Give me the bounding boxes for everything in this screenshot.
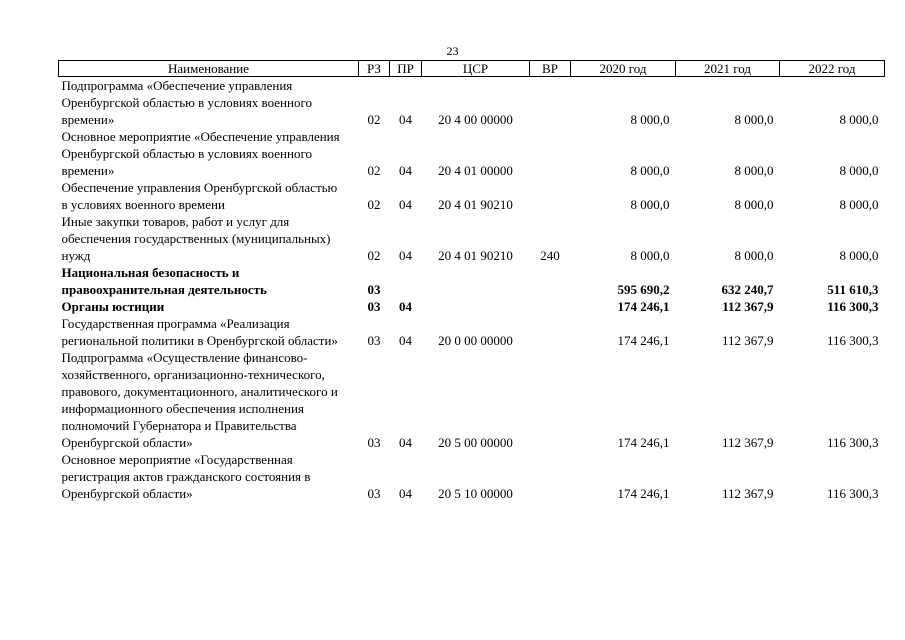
cell-vr xyxy=(530,451,571,502)
table-row xyxy=(59,315,885,349)
cell-2021: 112 367,9 xyxy=(722,299,774,314)
cell-vr xyxy=(530,349,571,451)
cell-rz: 02 xyxy=(367,248,381,263)
cell-csr: 20 4 01 00000 xyxy=(438,163,513,178)
table-row xyxy=(59,264,885,298)
cell-csr: 20 5 10 00000 xyxy=(438,486,513,501)
cell-2021: 8 000,0 xyxy=(734,112,774,127)
cell-2021: 632 240,7 xyxy=(721,282,774,297)
cell-pr: 04 xyxy=(399,486,412,501)
cell-2020: 8 000,0 xyxy=(630,163,670,178)
cell-rz: 03 xyxy=(367,435,381,450)
cell-rz: 03 xyxy=(367,333,381,348)
cell-pr: 04 xyxy=(399,112,412,127)
cell-rz: 02 xyxy=(367,163,381,178)
cell-name: Национальная безопасность и правоохранительная деятельность xyxy=(61,265,267,297)
cell-vr: 240 xyxy=(540,248,560,263)
cell-pr: 04 xyxy=(399,435,412,450)
cell-2020: 174 246,1 xyxy=(617,435,670,450)
table-row xyxy=(59,77,885,129)
cell-vr xyxy=(530,77,571,129)
cell-csr: 20 5 00 00000 xyxy=(438,435,513,450)
cell-2021: 112 367,9 xyxy=(721,435,774,450)
header-2022: 2022 год xyxy=(780,61,885,77)
header-csr: ЦСР xyxy=(422,61,530,77)
cell-2021: 8 000,0 xyxy=(734,248,774,263)
cell-2020: 8 000,0 xyxy=(630,248,670,263)
cell-name: Основное мероприятие «Государственная регистрация актов гражданского состояния в Оренбургской области» xyxy=(61,452,311,501)
cell-pr: 04 xyxy=(399,197,412,212)
cell-2021: 112 367,9 xyxy=(721,333,774,348)
cell-csr: 20 0 00 00000 xyxy=(438,333,513,348)
cell-name: Иные закупки товаров, работ и услуг для обеспечения государственных (муниципальных) нужд xyxy=(61,214,331,263)
table-row xyxy=(59,451,885,502)
cell-2020: 8 000,0 xyxy=(630,112,670,127)
header-vr: ВР xyxy=(530,61,571,77)
header-rz: РЗ xyxy=(359,61,390,77)
cell-vr xyxy=(530,298,571,315)
cell-2021: 8 000,0 xyxy=(734,163,774,178)
cell-rz: 02 xyxy=(367,112,381,127)
cell-rz: 02 xyxy=(367,197,381,212)
cell-2021: 112 367,9 xyxy=(721,486,774,501)
table-row xyxy=(59,298,885,315)
cell-csr xyxy=(422,298,530,315)
cell-pr: 04 xyxy=(399,333,412,348)
cell-vr xyxy=(530,179,571,213)
cell-csr: 20 4 00 00000 xyxy=(438,112,513,127)
header-2020: 2020 год xyxy=(571,61,676,77)
cell-rz: 03 xyxy=(367,282,381,297)
cell-2021: 8 000,0 xyxy=(734,197,774,212)
table-row xyxy=(59,128,885,179)
cell-2022: 8 000,0 xyxy=(839,197,879,212)
cell-name: Основное мероприятие «Обеспечение управления Оренбургской областью в условиях военного времени» xyxy=(61,129,340,178)
table-row xyxy=(59,179,885,213)
table-header-row xyxy=(59,61,885,77)
cell-vr xyxy=(530,315,571,349)
header-name: Наименование xyxy=(59,61,359,77)
cell-vr xyxy=(530,264,571,298)
cell-2022: 116 300,3 xyxy=(826,435,879,450)
cell-csr xyxy=(422,264,530,298)
cell-rz: 03 xyxy=(367,486,381,501)
page-number: 23 xyxy=(446,44,459,58)
cell-2022: 8 000,0 xyxy=(839,248,879,263)
cell-2022: 8 000,0 xyxy=(839,163,879,178)
table-row xyxy=(59,349,885,451)
cell-csr: 20 4 01 90210 xyxy=(438,248,513,263)
cell-name: Подпрограмма «Осуществление финансово-хозяйственного, организационно-технического, правового, документационного, аналитического и информационного обеспечения исполнения полномочий Губернатора и Правительства Оренбургской области» xyxy=(61,350,338,450)
cell-vr xyxy=(530,128,571,179)
header-2021: 2021 год xyxy=(676,61,780,77)
header-pr: ПР xyxy=(390,61,422,77)
cell-2020: 174 246,1 xyxy=(617,333,670,348)
cell-2020: 595 690,2 xyxy=(617,282,670,297)
cell-pr: 04 xyxy=(399,163,412,178)
budget-table xyxy=(58,60,885,502)
cell-2020: 174 246,1 xyxy=(617,486,670,501)
cell-rz: 03 xyxy=(367,299,381,314)
cell-2022: 116 300,3 xyxy=(827,299,879,314)
table-row xyxy=(59,213,885,264)
cell-2022: 8 000,0 xyxy=(839,112,879,127)
cell-pr xyxy=(390,264,422,298)
cell-pr: 04 xyxy=(399,299,412,314)
cell-name: Обеспечение управления Оренбургской областью в условиях военного времени xyxy=(61,180,338,212)
cell-2020: 174 246,1 xyxy=(617,299,670,314)
cell-name: Органы юстиции xyxy=(61,299,165,314)
cell-2020: 8 000,0 xyxy=(630,197,670,212)
cell-2022: 116 300,3 xyxy=(826,333,879,348)
cell-name: Подпрограмма «Обеспечение управления Оренбургской областью в условиях военного времени» xyxy=(61,78,312,127)
cell-name: Государственная программа «Реализация региональной политики в Оренбургской области» xyxy=(61,316,338,348)
cell-csr: 20 4 01 90210 xyxy=(438,197,513,212)
cell-2022: 511 610,3 xyxy=(827,282,879,297)
cell-2022: 116 300,3 xyxy=(826,486,879,501)
cell-pr: 04 xyxy=(399,248,412,263)
